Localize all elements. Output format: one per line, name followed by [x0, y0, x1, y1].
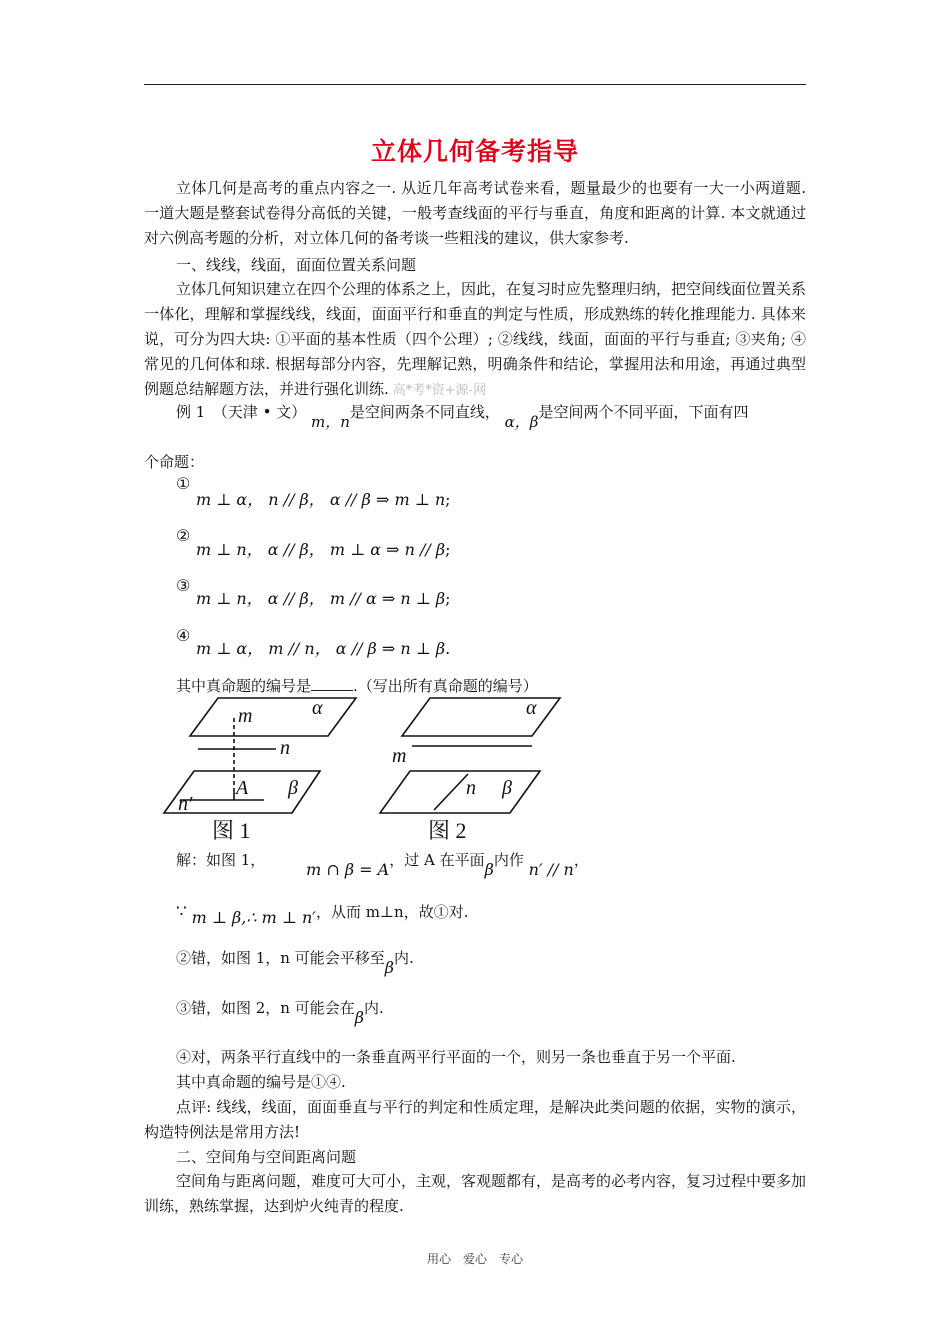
example1-text2: 是空间两个不同平面，下面有四 [538, 403, 749, 421]
solution-4-beta: β [354, 1008, 364, 1027]
solution-1-beta: β [484, 860, 494, 879]
solution-1a: 解：如图 1， [176, 851, 266, 869]
answer-blank [311, 676, 353, 691]
solution-line-4 [144, 996, 838, 1027]
solution-1-nprime: n′ // n [528, 860, 574, 879]
solution-4a: ③错，如图 2，n 可能会在 [176, 999, 355, 1017]
fig1-plane-alpha [190, 698, 356, 736]
figures [150, 690, 570, 850]
proposition-2-number: ② [176, 526, 191, 545]
fig2-caption: 图 2 [428, 818, 467, 843]
proposition-1 [196, 487, 451, 510]
solution-1c: 内作 [493, 851, 524, 869]
example1-text1: 是空间两条不同直线， [349, 403, 500, 421]
fig1-label-n: n [280, 737, 290, 759]
solution-1e: ， [573, 851, 589, 869]
fig2-label-beta: β [502, 777, 512, 799]
fig2-label-alpha: α [526, 697, 537, 719]
solution-1b: ，过 A 在平面 [389, 851, 485, 869]
solution-line-2 [144, 900, 838, 927]
proposition-1-expr: m ⊥ α， n // β， α // β ⇒ m ⊥ n [196, 490, 446, 509]
section2-body: 空间角与距离问题，难度可大可小，主观，客观题都有，是高考的必考内容，复习过程中要多加训练，熟练掌握，达到炉火纯青的程度. [144, 1172, 807, 1215]
solution-3b: 内. [394, 949, 414, 967]
solution-2-math: m ⊥ β,∴ m ⊥ n′ [191, 908, 316, 927]
solution-3-beta: β [384, 958, 394, 977]
question-text: 其中真命题的编号是 [176, 677, 312, 695]
proposition-3-expr: m ⊥ n， α // β， m // α ⇒ n ⊥ β [196, 589, 446, 608]
fig1-label-nprime: n′ [178, 793, 193, 815]
question-hint: .（写出所有真命题的编号） [353, 677, 538, 695]
solution-line-3 [144, 946, 838, 977]
proposition-2-end: ; [445, 540, 451, 559]
proposition-1-number: ① [176, 474, 191, 493]
intro-paragraph: 立体几何是高考的重点内容之一. 从近几年高考试卷来看，题量最少的也要有一大一小两道题. 一道大题是整套试卷得分高低的关键，一般考查线面的平行与垂直，角度和距离的计算. 本文就通过对六例高考题的分析，对立体几何的备考谈一些粗浅的建议，供大家参考. [144, 179, 806, 247]
section2-heading: 二、空间角与空间距离问题 [176, 1148, 357, 1166]
proposition-2 [196, 537, 451, 560]
fig2-plane-beta [380, 771, 540, 813]
fig1-label-m: m [238, 705, 253, 727]
proposition-3-number: ③ [176, 576, 191, 595]
fig1-caption: 图 1 [212, 818, 251, 843]
example1-text3: 个命题： [144, 453, 205, 471]
fig2-label-n: n [466, 777, 476, 799]
fig2-line-n [434, 774, 468, 810]
solution-4b: 内. [364, 999, 384, 1017]
solution-1-math: m ∩ β = A [306, 860, 390, 879]
example1-ab: α，β [504, 413, 539, 431]
solution-line-1 [144, 848, 838, 879]
figure-1 [164, 698, 356, 813]
proposition-4-end: . [445, 639, 451, 658]
solution-2a: ∵ [176, 902, 187, 922]
section1-body-text: 立体几何知识建立在四个公理的体系之上，因此，在复习时应先整理归纳，把空间线面位置关系一体化，理解和掌握线线，线面，面面平行和垂直的判定与性质，形成熟练的转化推理能力. 具体来说，可分为四大块: ①平面的基本性质（四个公理）; ②线线，线面，面面的平行与垂直; ③夹角; ④常见的几何体和球. 根据每部分内容，先理解记熟，明确条件和结论，掌握用法和用途，再通过典型例题总结解题方法，并进行强化训练. [144, 280, 807, 398]
watermark: 高*考*资+源-网 [392, 383, 487, 398]
document-title: 立体几何备考指导 [370, 137, 579, 166]
example1-line [144, 400, 838, 431]
section1-heading: 一、线线，线面，面面位置关系问题 [176, 256, 417, 274]
solution-2b: ，从而 m⊥n，故①对. [315, 903, 469, 921]
solution-line-6: 其中真命题的编号是①④. [176, 1073, 346, 1091]
fig2-label-m: m [392, 745, 407, 767]
fig1-label-beta: β [288, 777, 298, 799]
proposition-4-number: ④ [176, 626, 191, 645]
fig1-label-alpha: α [312, 697, 323, 719]
proposition-4 [196, 636, 450, 659]
section1-body [144, 277, 806, 403]
page-footer: 用心 爱心 专心 [426, 1252, 523, 1266]
solution-line-5: ④对，两条平行直线中的一条垂直两平行平面的一个，则另一条也垂直于另一个平面. [176, 1048, 736, 1066]
proposition-2-expr: m ⊥ n， α // β， m ⊥ α ⇒ n // β [196, 540, 446, 559]
solution-3a: ②错，如图 1，n 可能会平移至 [176, 949, 385, 967]
proposition-4-expr: m ⊥ α， m // n， α // β ⇒ n ⊥ β [196, 639, 446, 658]
comment-paragraph: 点评: 线线，线面，面面垂直与平行的判定和性质定理，是解决此类问题的依据，实物的演示，构造特例法是常用方法! [144, 1098, 806, 1141]
proposition-1-end: ; [445, 490, 451, 509]
proposition-3-end: ; [445, 589, 451, 608]
proposition-3 [196, 586, 451, 609]
example1-mn: m，n [310, 413, 350, 431]
example1-label: 例 1 （天津 • 文） [176, 403, 307, 421]
fig1-label-A: A [236, 777, 249, 799]
header-rule [144, 84, 806, 85]
